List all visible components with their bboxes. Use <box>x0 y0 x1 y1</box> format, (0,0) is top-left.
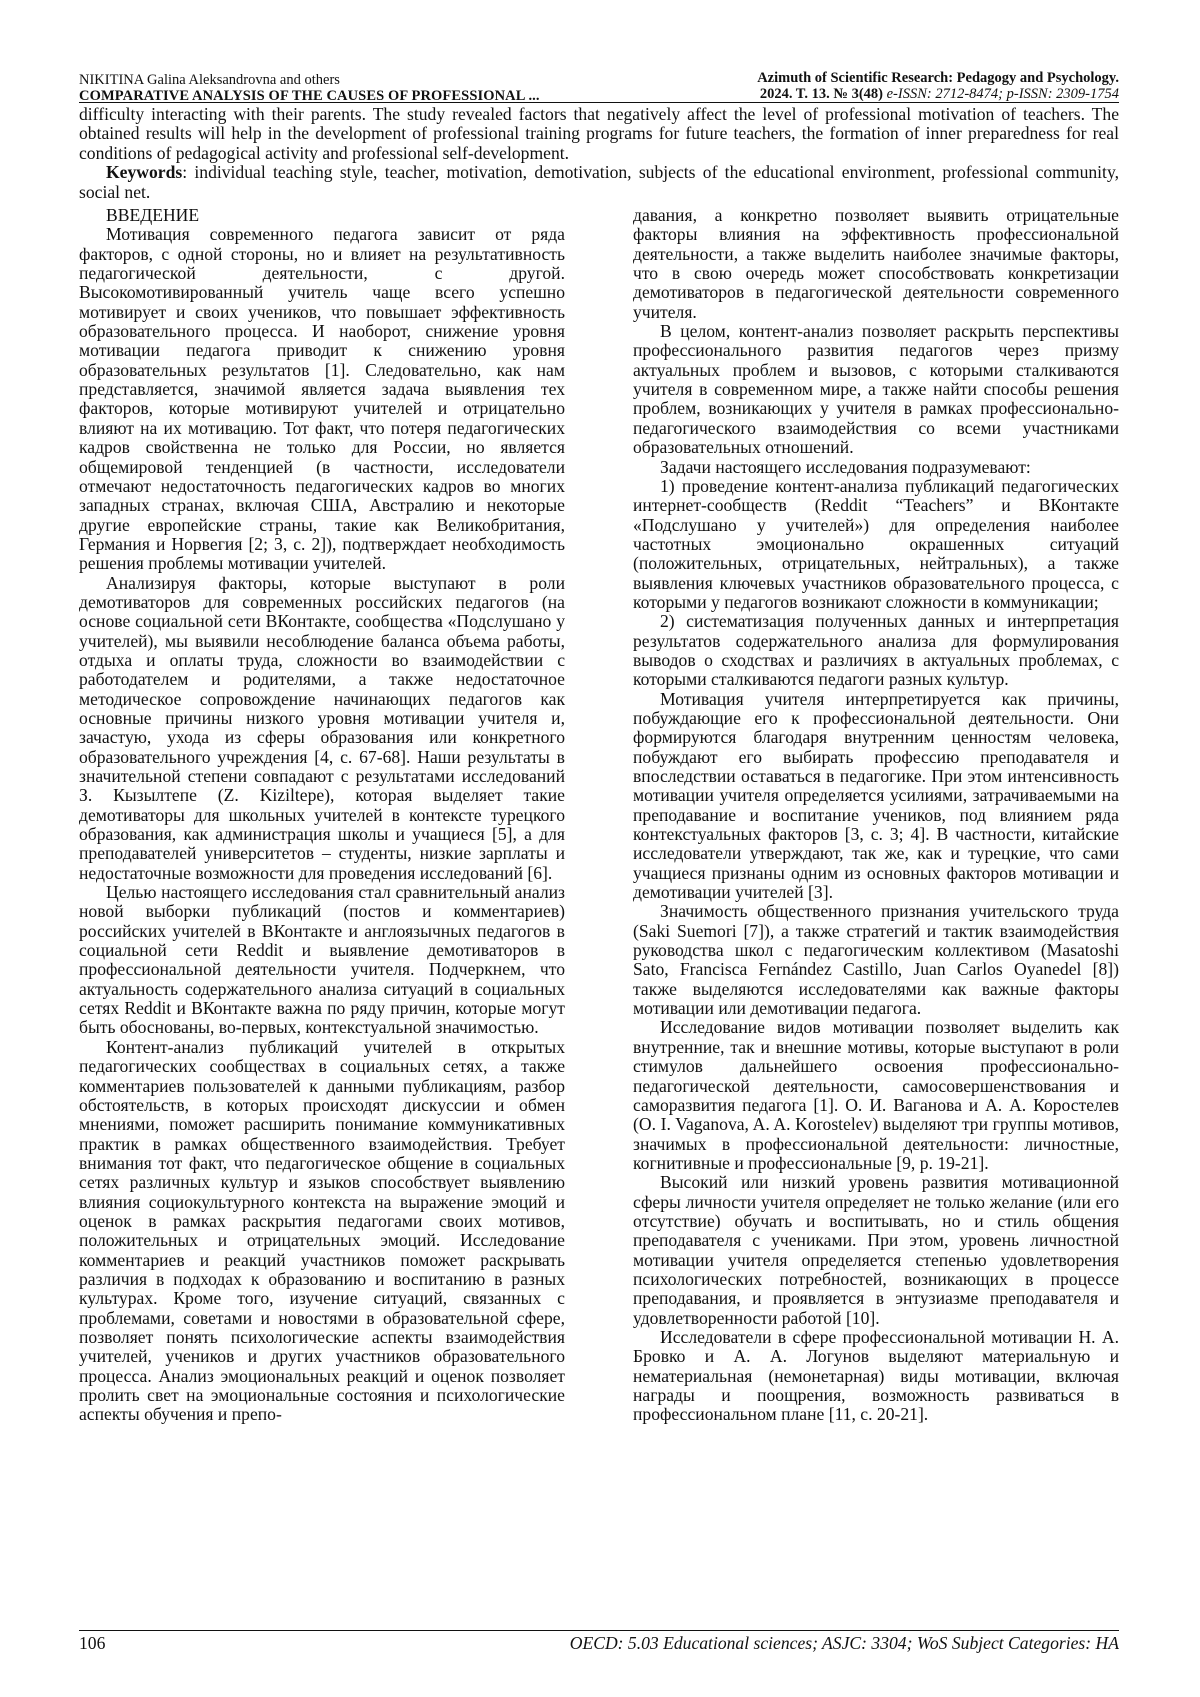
paragraph-continuation: давания, а конкретно позволяет выявить отрицательные факторы влияния на эффективность профессиональной деятельности, а также выделить наиболее значимые факторы, что в свою очередь может способствовать конкретизации демотиваторов в педагогической деятельности современного учителя. <box>633 205 1119 322</box>
right-column <box>633 206 1119 1425</box>
page <box>79 70 1119 1425</box>
header-journal: Azimuth of Scientific Research: Pedagogy and Psychology. <box>757 70 1119 86</box>
keywords-label: Keywords <box>106 162 183 183</box>
paragraph: Целью настоящего исследования стал сравнительный анализ новой выборки публикаций (постов и комментариев) российских учителей в ВКонтакте и англоязычных педагогов в социальной сети Reddit и выявление демотиваторов в профессиональной деятельности учителя. Подчеркнем, что актуальность содержательного анализа ситуаций в социальных сетях Reddit и ВКонтакте важна по ряду причин, которые могут быть обоснованы, во-первых, контекстуальной значимостью. <box>79 882 565 1038</box>
body-columns <box>79 206 1119 1425</box>
paragraph: Анализируя факторы, которые выступают в роли демотиваторов для современных российских педагогов (на основе социальной сети ВКонтакте, сообщества «Подслушано у учителей), мы выявили несоблюдение баланса объема работы, отдыха и оплаты труда, сложности во взаимодействии с работодателем и родителями, а также недостаточное методическое сопровождение начинающих педагогов как основные причины низкого уровня мотивации учителя и, зачастую, ухода из сферы образования или конкретного образовательного учреждения [4, с. 67-68]. Наши результаты в значительной степени совпадают с результатами исследований З. Кызылтепе (Z. Kiziltepe), которая выделяет такие демотиваторы для школьных учителей в контексте турецкого образования, как администрация школы и учащиеся [5], а для преподавателей университетов – студенты, низкие зарплаты и недостаточные возможности для проведения исследований [6]. <box>79 572 565 883</box>
paragraph: 1) проведение контент-анализа публикаций педагогических интернет-сообществ (Reddit “Teachers” и ВКонтакте «Подслушано у учителей») для определения наиболее частотных эмоционально окрашенных ситуаций (положительных, отрицательных, нейтральных), а также выявления ключевых участников образовательного процесса, с которыми у педагогов возникают сложности в коммуникации; <box>633 475 1119 612</box>
paragraph: Высокий или низкий уровень развития мотивационной сферы личности учителя определяет не только желание (или его отсутствие) обучать и воспитывать, но и стиль общения преподавателя с учениками. При этом, уровень личностной мотивации учителя определяется степенью удовлетворения психологических потребностей, возникающих в процессе преподавания, и проявляется в энтузиазме преподавателя и удовлетворенности работой [10]. <box>633 1172 1119 1328</box>
paragraph: Значимость общественного признания учительского труда (Saki Suemori [7]), а также стратегий и тактик взаимодействия руководства школ с педагогическим коллективом (Masatoshi Sato, Francisca Fernández Castillo, Juan Carlos Oyanedel [8]) также выделяются исследователями как важные факторы мотивации или демотивации педагога. <box>633 901 1119 1019</box>
page-number: 106 <box>79 1633 106 1653</box>
section-heading-introduction: ВВЕДЕНИЕ <box>106 205 200 226</box>
left-column <box>79 206 565 1425</box>
header-volume: 2024. T. 13. № 3(48) <box>759 86 883 102</box>
header-volume-line <box>757 86 1119 102</box>
paragraph: Контент-анализ публикаций учителей в открытых педагогических сообществах в социальных сетях, а также комментариев пользователей к данными публикациям, разбор обстоятельств, в которых происходят дискуссии и обмен мнениями, поможет расширить понимание коммуникативных практик в рамках общественного взаимодействия. Требует внимания тот факт, что педагогическое общение в социальных сетях различных культур и языков способствует выявлению влияния социокультурного контекста на выражение эмоций и оценок в рамках раскрытия педагогами своих мотивов, положительных и отрицательных эмоций. Исследование комментариев и реакций участников поможет раскрывать различия в подходах к образованию и воспитанию в разных культурах. Кроме того, изучение ситуаций, связанных с проблемами, советами и новостями в образовательной сфере, позволяет понять психологические аспекты взаимодействия учителей, учеников и других участников образовательного процесса. Анализ эмоциональных реакций и оценок позволяет пролить свет на эмоциональные состояния и психологические аспекты обучения и препо- <box>79 1036 565 1425</box>
keywords-text: : individual teaching style, teacher, motivation, demotivation, subjects of the educational environment, professional community, social net. <box>79 162 1119 202</box>
header-left <box>79 72 540 104</box>
header-authors: NIKITINA Galina Aleksandrovna and others <box>79 72 340 88</box>
paragraph: 2) систематизация полученных данных и интерпретация результатов содержательного анализа для формулирования выводов о сходствах и различиях в актуальных проблемах, с которыми сталкиваются педагоги разных культур. <box>633 611 1119 690</box>
footer-rule <box>79 1630 1119 1631</box>
keywords <box>79 163 1119 202</box>
footer-classification: OECD: 5.03 Educational sciences; ASJC: 3304; WoS Subject Categories: HA <box>569 1633 1119 1653</box>
header-short-title: COMPARATIVE ANALYSIS OF THE CAUSES OF PROFESSIONAL ... <box>79 88 540 104</box>
footer-row <box>79 1632 1119 1654</box>
abstract-continuation: difficulty interacting with their parents. The study revealed factors that negatively affect the level of professional motivation of teachers. The obtained results will help in the development of professional training programs for future teachers, the formation of inner preparedness for real conditions of pedagogical activity and professional self-development. <box>79 104 1119 163</box>
paragraph: Исследование видов мотивации позволяет выделить как внутренние, так и внешние мотивы, которые выступают в роли стимулов дальнейшего освоения профессионально-педагогической деятельности, самосовершенствования и саморазвития педагога [1]. О. И. Ваганова и А. А. Коростелев (O. I. Vaganova, A. A. Korostelev) выделяют три группы мотивов, значимых в профессиональной деятельности: личностные, когнитивные и профессиональные [9, p. 19-21]. <box>633 1017 1119 1173</box>
page-footer <box>79 1630 1119 1654</box>
header-issn: e-ISSN: 2712-8474; p-ISSN: 2309-1754 <box>886 86 1119 102</box>
paragraph: Исследователи в сфере профессиональной мотивации Н. А. Бровко и А. А. Логунов выделяют материальную и нематериальная (немонетарная) виды мотивации, включая награды и поощрения, возможность развиваться в профессиональном плане [11, с. 20-21]. <box>633 1326 1119 1425</box>
paragraph: Мотивация учителя интерпретируется как причины, побуждающие его к профессиональной деятельности. Они формируются благодаря внутренним ценностям человека, побуждают его выбирать профессию преподавателя и впоследствии оставаться в педагогике. При этом интенсивность мотивации учителя определяется усилиями, затрачиваемыми на преподавание и воспитание учеников, под влиянием ряда контекстуальных факторов [3, с. 3; 4]. В частности, китайские исследователи утверждают, так же, как и турецкие, что сами учащиеся признаны одним из основных факторов мотивации и демотивации учителей [3]. <box>633 688 1119 903</box>
running-header <box>79 70 1119 104</box>
header-right <box>757 70 1119 102</box>
paragraph: Мотивация современного педагога зависит от ряда факторов, с одной стороны, но и влияет на результативность педагогической деятельности, с другой. Высокомотивированный учитель чаще всего успешно мотивирует и своих учеников, что повышает эффективность образовательного процесса. И наоборот, снижение уровня мотивации педагога приводит к снижению уровня образовательных результатов [1]. Следовательно, как нам представляется, значимой является задача выявления тех факторов, которые мотивируют учителей и отрицательно влияют на их мотивацию. Тот факт, что потеря педагогических кадров свойственна не только для России, но является общемировой тенденцией (в частности, исследователи отмечают недостаточность педагогических кадров во многих западных странах, включая США, Австралию и некоторые другие европейские страны, такие как Великобритания, Германия и Норвегия [2; 3, с. 2]), подтверждает необходимость решения проблемы мотивации учителей. <box>79 224 565 574</box>
paragraph: Задачи настоящего исследования подразумевают: <box>660 456 1031 477</box>
paragraph: В целом, контент-анализ позволяет раскрыть перспективы профессионального развития педагогов через призму актуальных проблем и вызовов, с которыми сталкиваются учителя в современном мире, а также найти способы решения проблем, возникающих у учителя в рамках профессионально-педагогического взаимодействия со всеми участниками образовательных отношений. <box>633 321 1119 458</box>
abstract <box>79 105 1119 202</box>
